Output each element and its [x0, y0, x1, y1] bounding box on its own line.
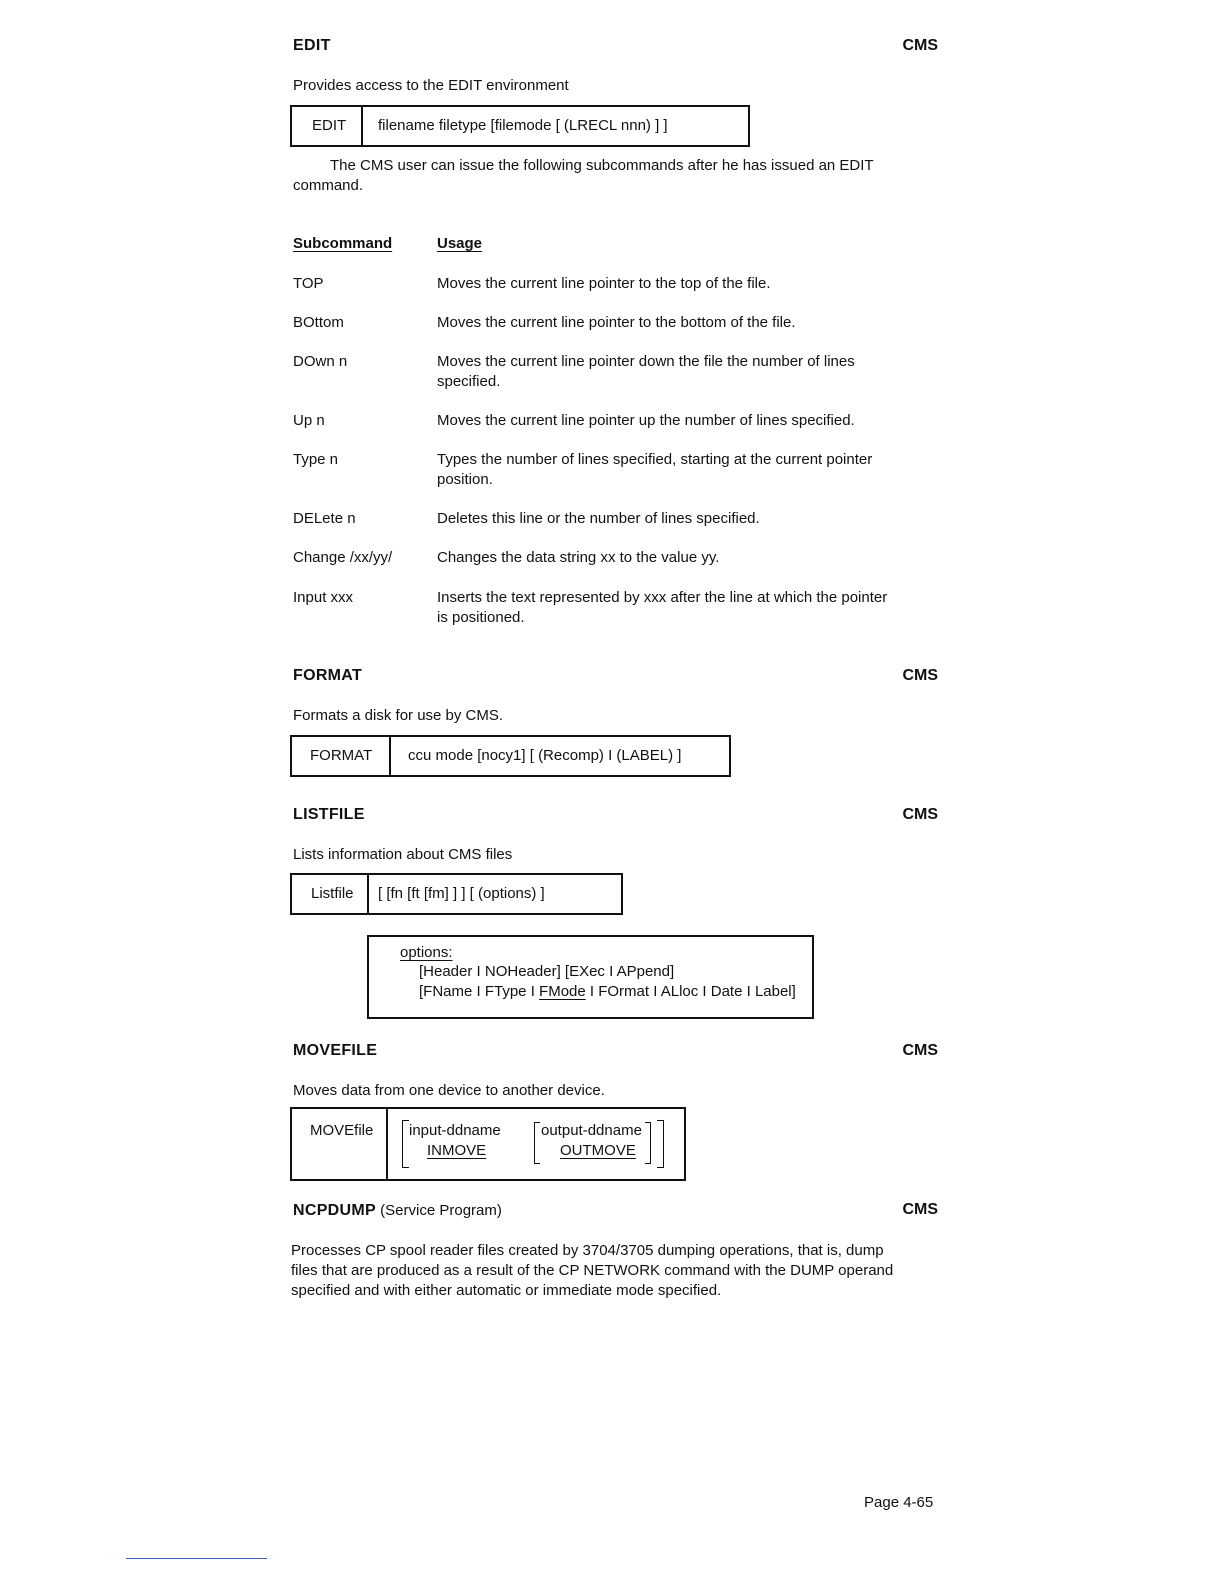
- ncpdump-subtitle: (Service Program): [380, 1202, 502, 1219]
- edit-intro-line: The CMS user can issue the following subcommands after he has issued an EDIT: [330, 157, 874, 174]
- ncpdump-description-line: files that are produced as a result of the CP NETWORK command with the DUMP operand: [291, 1262, 894, 1279]
- syntax-divider: [386, 1107, 388, 1181]
- movefile-syntax-command: MOVEfile: [310, 1122, 374, 1139]
- options-label: options:: [400, 944, 453, 961]
- ncpdump-title-line: [293, 1201, 502, 1221]
- subcommand-usage: Moves the current line pointer to the top of the file.: [437, 275, 771, 292]
- subcommand-name: DOwn n: [293, 353, 348, 370]
- format-syntax-arguments: ccu mode [nocy1] [ (Recomp) I (LABEL) ]: [408, 747, 682, 764]
- syntax-divider: [389, 735, 391, 777]
- subcommand-name: Type n: [293, 451, 339, 468]
- ncpdump-description-line: Processes CP spool reader files created by 3704/3705 dumping operations, that is, dump: [291, 1242, 884, 1259]
- subcommand-usage: position.: [437, 471, 493, 488]
- subcommand-column-header: Subcommand: [293, 235, 393, 252]
- ncpdump-description-line: specified and with either automatic or immediate mode specified.: [291, 1282, 722, 1299]
- syntax-divider: [361, 105, 363, 147]
- input-default: INMOVE: [427, 1142, 487, 1159]
- edit-title: EDIT: [293, 37, 331, 54]
- footer-rule: [126, 1558, 267, 1559]
- movefile-title: MOVEFILE: [293, 1042, 378, 1059]
- input-ddname: input-ddname: [409, 1122, 501, 1139]
- brace-right: [645, 1122, 651, 1164]
- output-default: OUTMOVE: [560, 1142, 636, 1159]
- format-syntax-command: FORMAT: [310, 747, 373, 764]
- listfile-syntax-arguments: [ [fn [ft [fm] ] ] [ (options) ]: [378, 885, 545, 902]
- edit-system-label: CMS: [902, 37, 938, 54]
- subcommand-usage: Moves the current line pointer up the number of lines specified.: [437, 412, 855, 429]
- subcommand-usage: specified.: [437, 373, 501, 390]
- bracket-left: [402, 1120, 409, 1168]
- subcommand-name: BOttom: [293, 314, 344, 331]
- bracket-right: [657, 1120, 664, 1168]
- subcommand-usage: Moves the current line pointer down the file the number of lines: [437, 353, 855, 370]
- options-fmode-default: FMode: [539, 983, 586, 1000]
- subcommand-name: DELete n: [293, 510, 356, 527]
- edit-intro-line: command.: [293, 177, 364, 194]
- usage-column-header: Usage: [437, 235, 483, 252]
- subcommand-usage: Types the number of lines specified, starting at the current pointer: [437, 451, 873, 468]
- format-description: Formats a disk for use by CMS.: [293, 707, 504, 724]
- listfile-description: Lists information about CMS files: [293, 846, 513, 863]
- listfile-syntax-command: Listfile: [311, 885, 354, 902]
- movefile-system-label: CMS: [902, 1042, 938, 1059]
- subcommand-usage: Inserts the text represented by xxx after the line at which the pointer: [437, 589, 888, 606]
- listfile-system-label: CMS: [902, 806, 938, 823]
- options-line: [FName I FType I FMode I FOrmat I ALloc I Date I Label]: [419, 983, 796, 1000]
- subcommand-name: TOP: [293, 275, 324, 292]
- edit-syntax-command: EDIT: [312, 117, 347, 134]
- page-number: Page 4-65: [864, 1494, 934, 1511]
- ncpdump-system-label: CMS: [902, 1201, 938, 1218]
- edit-syntax-arguments: filename filetype [filemode [ (LRECL nnn) ] ]: [378, 117, 668, 134]
- brace-left: [534, 1122, 540, 1164]
- ncpdump-title: NCPDUMP: [293, 1202, 376, 1219]
- subcommand-name: Change /xx/yy/: [293, 549, 393, 566]
- output-ddname: output-ddname: [541, 1122, 642, 1139]
- subcommand-usage: is positioned.: [437, 609, 525, 626]
- subcommand-name: Up n: [293, 412, 325, 429]
- options-line: [Header I NOHeader] [EXec I APpend]: [419, 963, 675, 980]
- movefile-description: Moves data from one device to another device.: [293, 1082, 605, 1099]
- syntax-divider: [367, 873, 369, 915]
- subcommand-usage: Deletes this line or the number of lines specified.: [437, 510, 760, 527]
- edit-description: Provides access to the EDIT environment: [293, 77, 569, 94]
- subcommand-name: Input xxx: [293, 589, 354, 606]
- format-title: FORMAT: [293, 667, 363, 684]
- listfile-title: LISTFILE: [293, 806, 365, 823]
- format-system-label: CMS: [902, 667, 938, 684]
- subcommand-usage: Moves the current line pointer to the bottom of the file.: [437, 314, 796, 331]
- subcommand-usage: Changes the data string xx to the value yy.: [437, 549, 720, 566]
